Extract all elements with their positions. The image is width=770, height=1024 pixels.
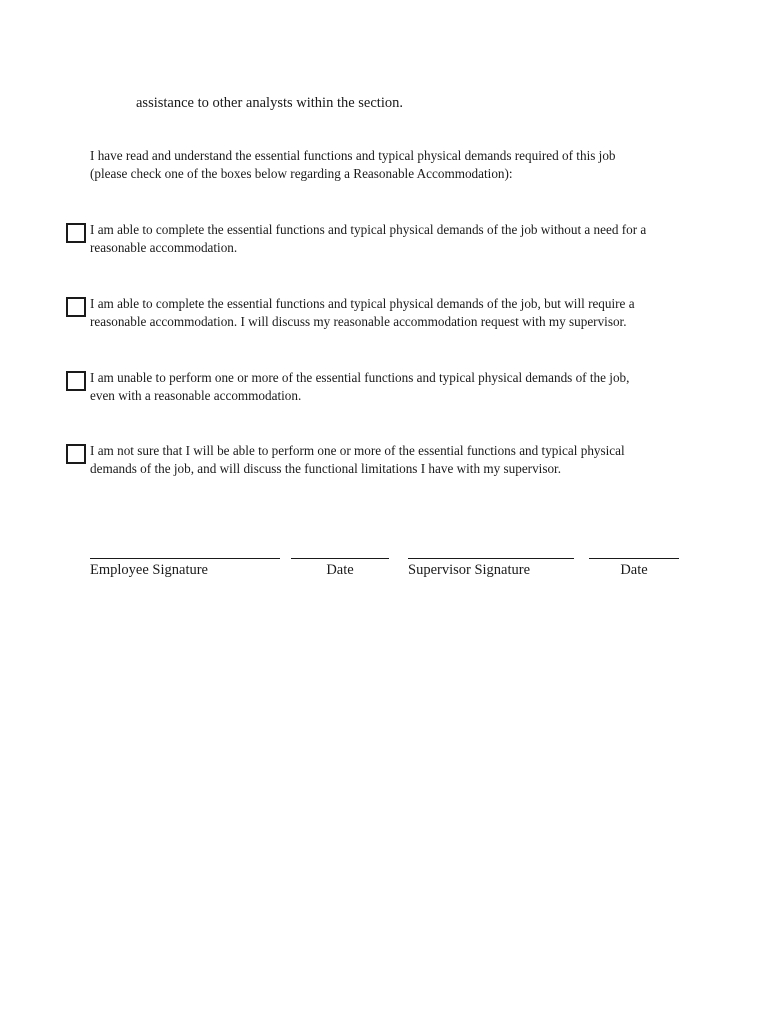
option-line: I am not sure that I will be able to perform one or more of the essential functions and typical physical [90,443,625,458]
supervisor-signature-label: Supervisor Signature [408,562,531,578]
employee-date-line[interactable] [291,540,389,559]
checkbox-not-sure[interactable] [66,444,86,464]
option-text [90,369,700,405]
supervisor-date-field [589,540,679,579]
option-line: I am unable to perform one or more of the essential functions and typical physical demands of the job, [90,370,630,385]
supervisor-signature-field [408,540,574,579]
signature-row [0,540,770,580]
option-line: demands of the job, and will discuss the functional limitations I have with my supervisor. [90,461,562,476]
option-text [90,221,700,257]
employee-date-label: Date [326,562,354,578]
intro-line: (please check one of the boxes below regarding a Reasonable Accommodation): [90,166,513,181]
employee-date-field [291,540,389,579]
intro-paragraph [90,147,690,183]
option-text [90,295,700,331]
option-line: I am able to complete the essential functions and typical physical demands of the job, but will require a [90,296,635,311]
option-line: reasonable accommodation. [90,240,238,255]
option-line: reasonable accommodation. I will discuss my reasonable accommodation request with my supervisor. [90,314,627,329]
supervisor-date-line[interactable] [589,540,679,559]
intro-line: I have read and understand the essential functions and typical physical demands required of this job [90,148,616,163]
option-line: I am able to complete the essential functions and typical physical demands of the job without a need for a [90,222,647,237]
option-text [90,442,700,478]
continued-text: assistance to other analysts within the section. [136,95,403,111]
employee-signature-label: Employee Signature [90,562,208,578]
option-line: even with a reasonable accommodation. [90,388,302,403]
supervisor-signature-line[interactable] [408,540,574,559]
supervisor-date-label: Date [620,562,648,578]
checkbox-unable-to-perform[interactable] [66,371,86,391]
employee-signature-line[interactable] [90,540,280,559]
employee-signature-field [90,540,280,579]
checkbox-require-accommodation[interactable] [66,297,86,317]
checkbox-no-accommodation[interactable] [66,223,86,243]
